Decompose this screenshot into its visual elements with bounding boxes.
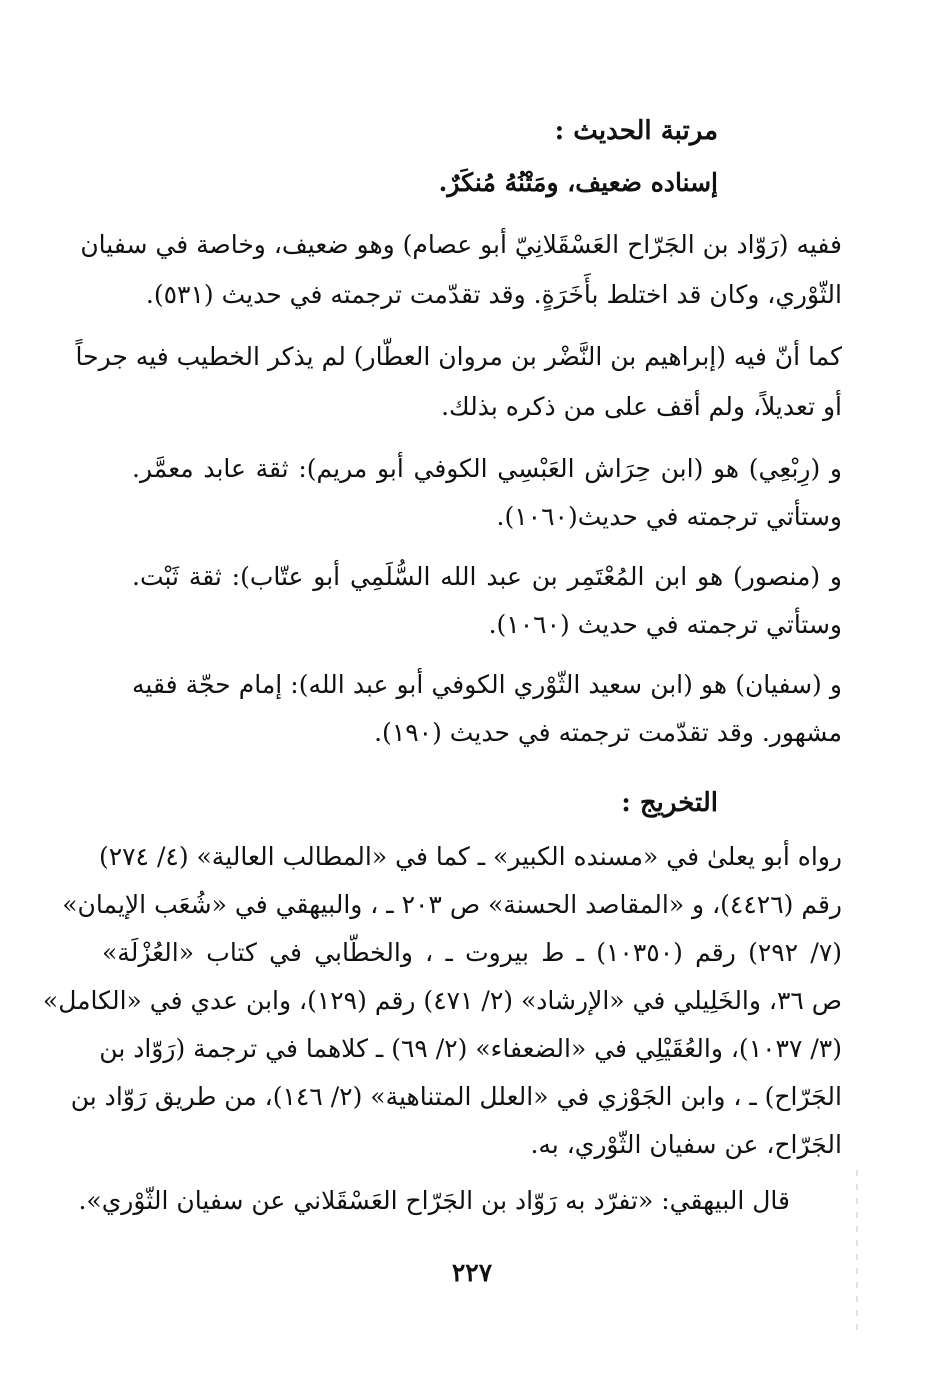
paragraph-line: وستأتي ترجمته في حديث(١٠٦٠). xyxy=(496,502,842,531)
paragraph-line: كما أنّ فيه (إبراهيم بن النَّضْر بن مروان العطّار) لم يذكر الخطيب فيه جرحاً xyxy=(75,342,842,371)
takhrij-line: (٧/ ٢٩٢) رقم (١٠٣٥٠) ـ ط بيروت ـ ، والخطّابي في كتاب «العُزْلَة» xyxy=(102,938,843,967)
paragraph-line: الثّوْري، وكان قد اختلط بأَخَرَةٍ. وقد تقدّمت ترجمته في حديث (٥٣١). xyxy=(145,280,842,309)
takhrij-heading: التخريج : xyxy=(621,788,718,818)
rank-text: إسناده ضعيف، ومَتْنُهُ مُنكَرٌ. xyxy=(438,168,718,197)
paragraph-line: و (رِبْعِي) هو (ابن حِرَاش العَبْسِي الكوفي أبو مريم): ثقة عابد معمَّر. xyxy=(132,454,842,483)
takhrij-line: الجَرّاح) ـ ، وابن الجَوْزي في «العلل المتناهية» (٢/ ١٤٦)، من طريق رَوّاد بن xyxy=(70,1082,842,1111)
paragraph-line: وستأتي ترجمته في حديث (١٠٦٠). xyxy=(488,610,842,639)
scan-edge-mark xyxy=(856,1170,858,1330)
bayhaqi-quote: قال البيهقي: «تفرّد به رَوّاد بن الجَرّاح العَسْقَلاني عن سفيان الثّوْري». xyxy=(78,1186,790,1215)
takhrij-line: ص ٣٦، والخَلِيلي في «الإرشاد» (٢/ ٤٧١) رقم (١٢٩)، وابن عدي في «الكامل» xyxy=(42,986,842,1015)
takhrij-line: رواه أبو يعلىٰ في «مسنده الكبير» ـ كما في «المطالب العالية» (٤/ ٢٧٤) xyxy=(98,842,842,871)
page-number: ٢٢٧ xyxy=(451,1258,493,1287)
paragraph-line: و (منصور) هو ابن المُعْتَمِر بن عبد الله السُّلَمِي أبو عتّاب): ثقة ثَبْت. xyxy=(132,562,842,591)
paragraph-line: مشهور. وقد تقدّمت ترجمته في حديث (١٩٠). xyxy=(374,718,842,747)
paragraph-line: ففيه (رَوّاد بن الجَرّاح العَسْقَلانِيّ أبو عصام) وهو ضعيف، وخاصة في سفيان xyxy=(80,230,842,259)
rank-heading: مرتبة الحديث : xyxy=(554,116,718,146)
paragraph-line: أو تعديلاً، ولم أقف على من ذكره بذلك. xyxy=(441,392,842,421)
takhrij-line: الجَرّاح، عن سفيان الثّوْري، به. xyxy=(530,1130,842,1159)
takhrij-line: (٣/ ١٠٣٧)، والعُقَيْلِي في «الضعفاء» (٢/ ٦٩) ـ كلاهما في ترجمة (رَوّاد بن xyxy=(99,1034,842,1063)
takhrij-line: رقم (٤٤٢٦)، و «المقاصد الحسنة» ص ٢٠٣ ـ ، والبيهقي في «شُعَب الإيمان» xyxy=(62,890,842,919)
paragraph-line: و (سفيان) هو (ابن سعيد الثّوْري الكوفي أبو عبد الله): إمام حجّة فقيه xyxy=(132,670,842,699)
